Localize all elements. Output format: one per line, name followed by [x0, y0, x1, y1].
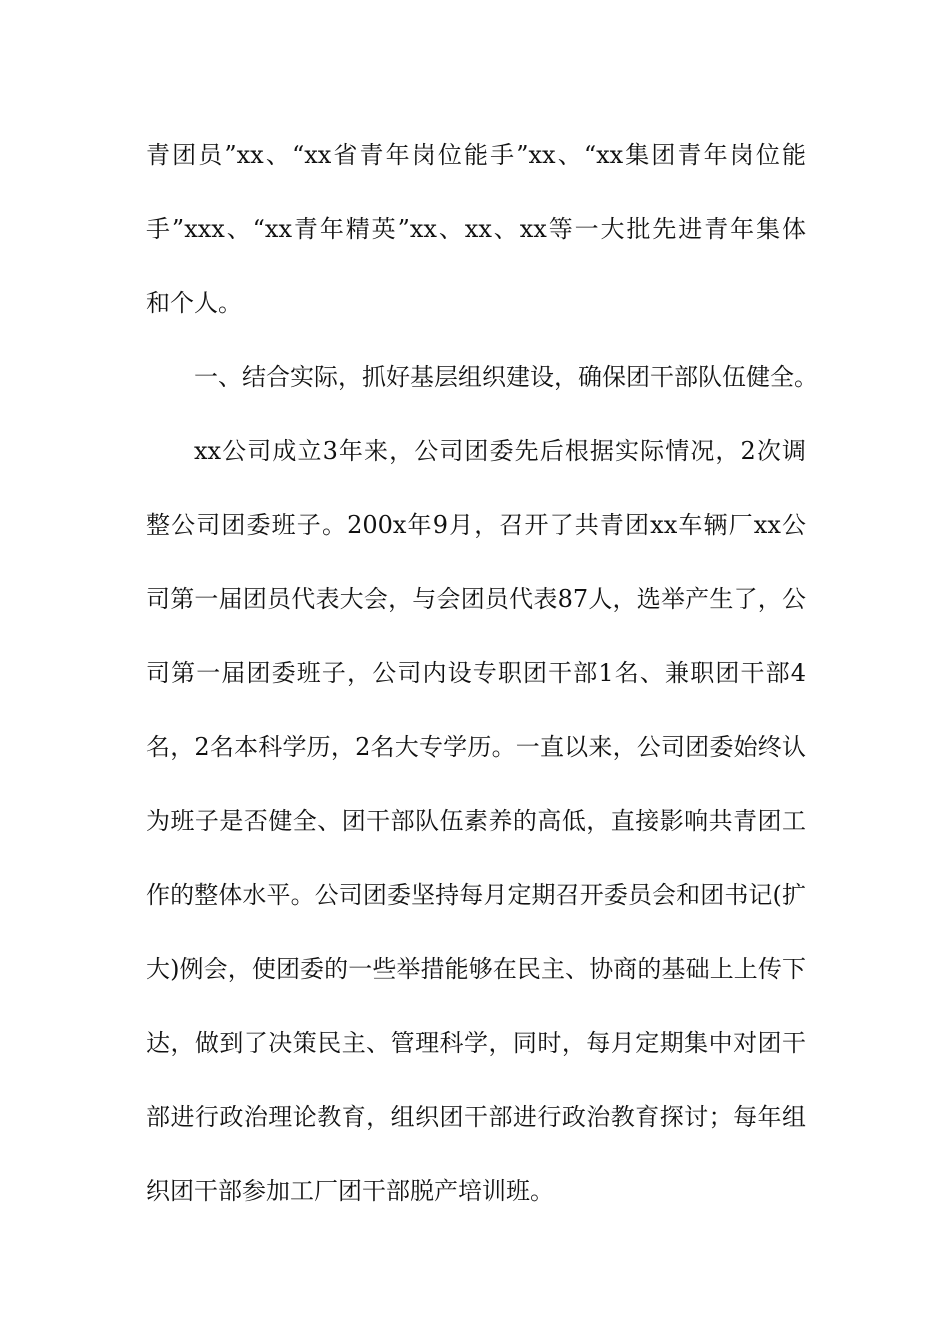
- text-line: 名，2名本科学历，2名大专学历。一直以来，公司团委始终认: [146, 733, 806, 761]
- text-line: xx公司成立3年来，公司团委先后根据实际情况，2次调: [194, 437, 806, 465]
- section-heading: [146, 340, 818, 414]
- text-line: 整公司团委班子。200x年9月，召开了共青团xx车辆厂xx公: [146, 511, 806, 539]
- text-line: 作的整体水平。公司团委坚持每月定期召开委员会和团书记(扩: [146, 881, 806, 909]
- text-line: 青团员”xx、“xx省青年岗位能手”xx、“xx集团青年岗位能: [146, 141, 806, 169]
- section-heading-text: 一、结合实际，抓好基层组织建设，确保团干部队伍健全。: [194, 363, 818, 391]
- text-line: 司第一届团委班子，公司内设专职团干部1名、兼职团干部4: [146, 659, 806, 687]
- paragraph-continuation: [146, 118, 806, 340]
- text-line: 大)例会，使团委的一些举措能够在民主、协商的基础上上传下: [146, 955, 806, 983]
- text-line: 织团干部参加工厂团干部脱产培训班。: [146, 1177, 554, 1205]
- text-line: 司第一届团员代表大会，与会团员代表87人，选举产生了，公: [146, 585, 806, 613]
- text-line: 部进行政治理论教育，组织团干部进行政治教育探讨；每年组: [146, 1103, 806, 1131]
- text-line: 手”xxx、“xx青年精英”xx、xx、xx等一大批先进青年集体: [146, 215, 806, 243]
- text-line: 和个人。: [146, 289, 242, 317]
- text-line: 为班子是否健全、团干部队伍素养的高低，直接影响共青团工: [146, 807, 806, 835]
- text-line: 达，做到了决策民主、管理科学，同时，每月定期集中对团干: [146, 1029, 806, 1057]
- paragraph-body: [146, 414, 806, 1228]
